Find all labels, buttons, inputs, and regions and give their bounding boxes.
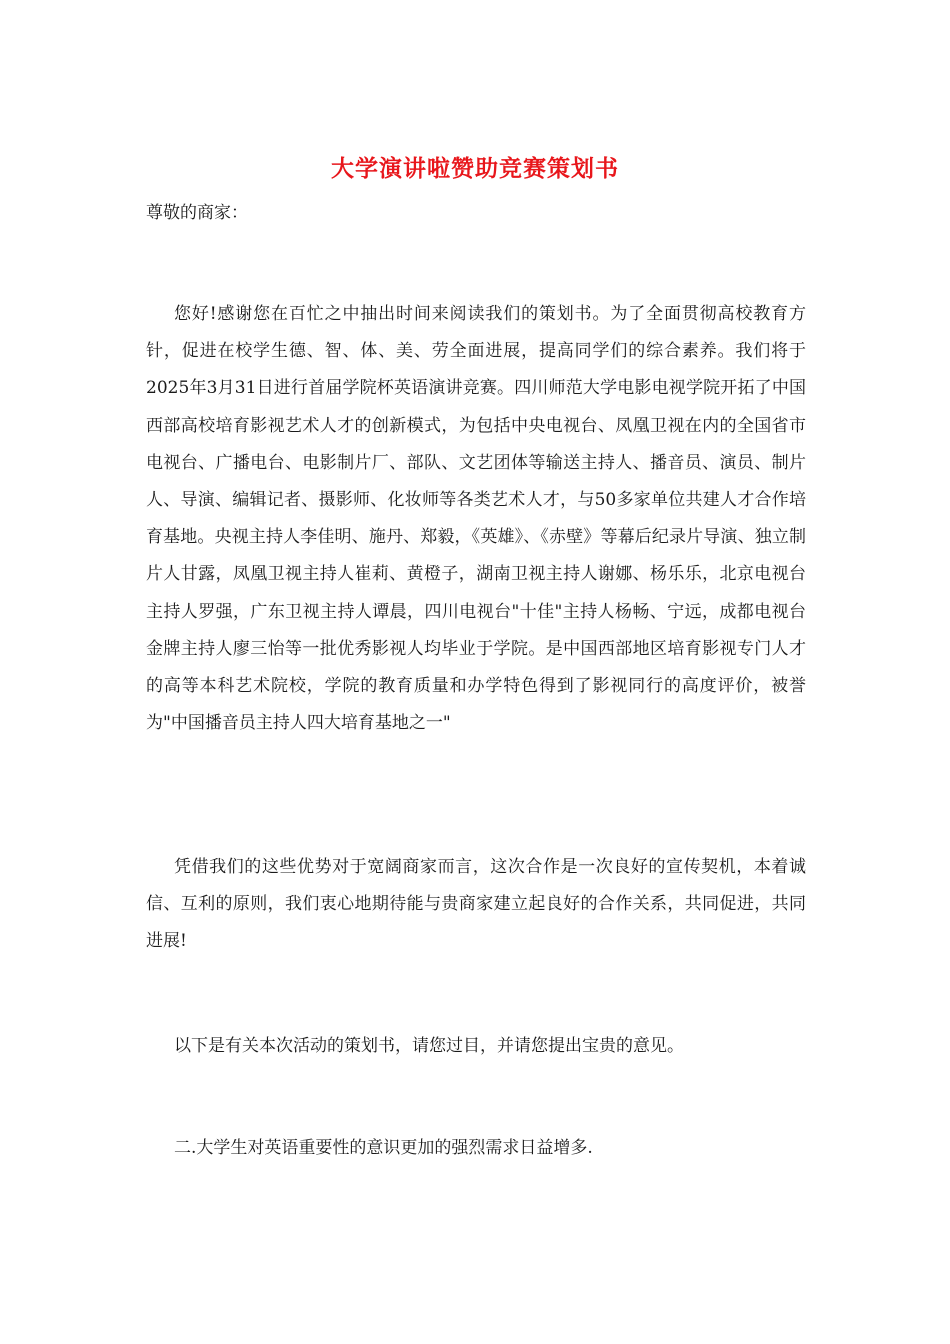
paragraph-intro: 您好!感谢您在百忙之中抽出时间来阅读我们的策划书。为了全面贯彻高校教育方针，促进在校学生德、智、体、美、劳全面进展，提高同学们的综合素养。我们将于2025年3月31日进行首届学院杯英语演讲竞赛。四川师范大学电影电视学院开拓了中国西部高校培育影视艺术人才的创新模式，为包括中央电视台、凤凰卫视在内的全国省市电视台、广播电台、电影制片厂、部队、文艺团体等输送主持人、播音员、演员、制片人、导演、编辑记者、摄影师、化妆师等各类艺术人才，与50多家单位共建人才合作培育基地。央视主持人李佳明、施丹、郑毅，《英雄》、《赤壁》等幕后纪录片导演、独立制片人甘露，凤凰卫视主持人崔莉、黄橙子，湖南卫视主持人谢娜、杨乐乐，北京电视台主持人罗强，广东卫视主持人谭晨，四川电视台"十佳"主持人杨畅、宁远，成都电视台金牌主持人廖三怡等一批优秀影视人均毕业于学院。是中国西部地区培育影视专门人才的高等本科艺术院校，学院的教育质量和办学特色得到了影视同行的高度评价，被誉为"中国播音员主持人四大培育基地之一"	[146, 304, 806, 734]
paragraph-cooperation: 凭借我们的这些优势对于宽阔商家而言，这次合作是一次良好的宣传契机，本着诚信、互利的原则，我们衷心地期待能与贵商家建立起良好的合作关系，共同促进，共同进展!	[146, 857, 806, 952]
salutation: 尊敬的商家：	[146, 203, 248, 223]
paragraph-section-two: 二.大学生对英语重要性的意识更加的强烈需求日益增多.	[174, 1138, 593, 1158]
paragraph-proposal-note: 以下是有关本次活动的策划书，请您过目，并请您提出宝贵的意见。	[174, 1036, 684, 1056]
document-title: 大学演讲啦赞助竞赛策划书	[331, 155, 619, 182]
